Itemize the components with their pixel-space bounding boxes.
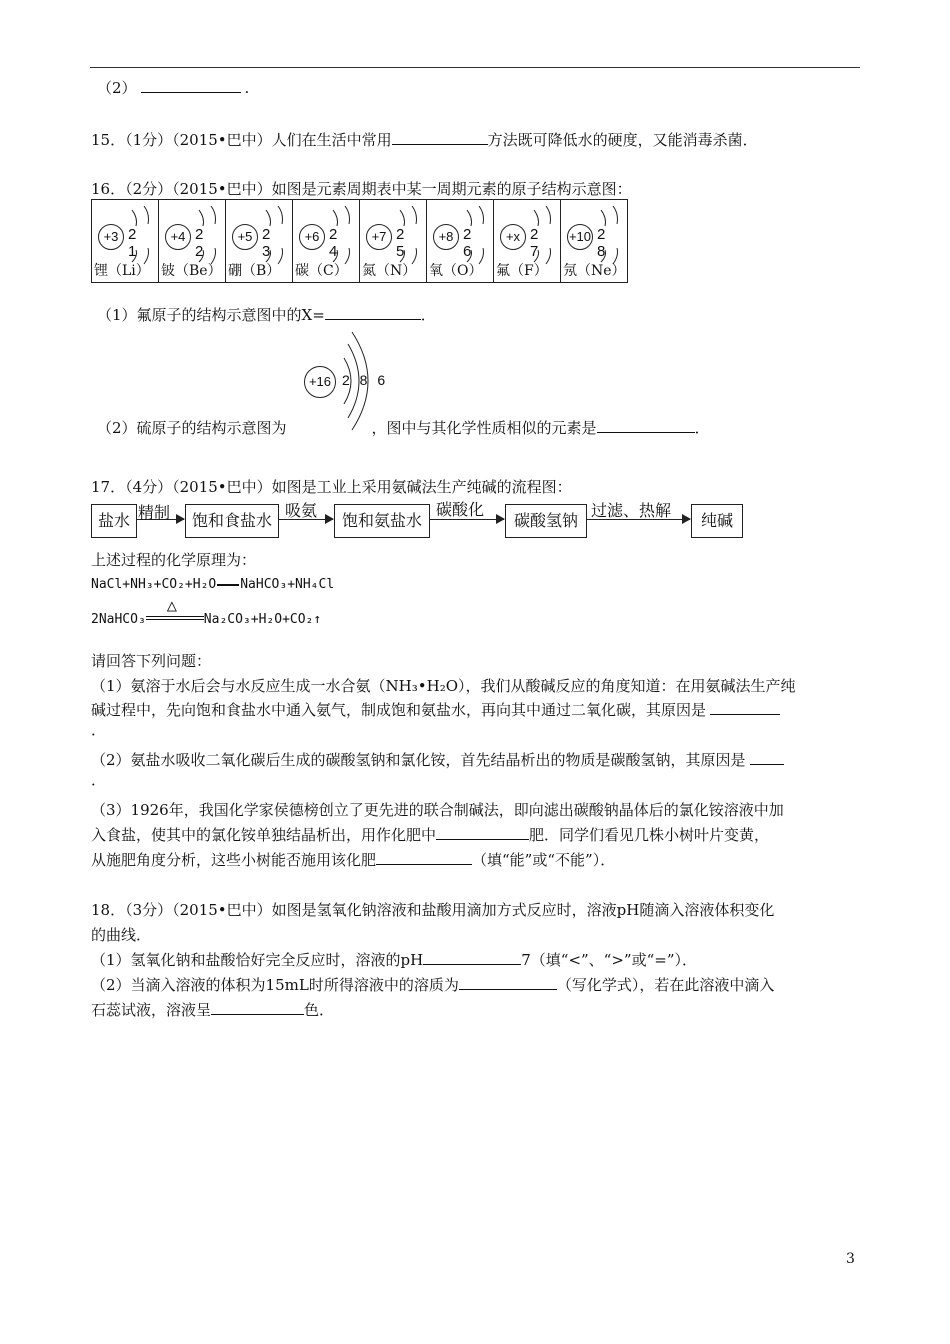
nucleus: +5 bbox=[232, 224, 258, 250]
nucleus: +10 bbox=[567, 224, 593, 250]
nucleus: +8 bbox=[433, 224, 459, 250]
shell-electrons: 2 1 bbox=[128, 226, 142, 260]
shell-electrons: 2 3 bbox=[262, 226, 276, 260]
equation-1: NaCl+NH₃+CO₂+H₂O NaHCO₃+NH₄Cl bbox=[91, 577, 335, 592]
question-16-part-1: （1）氟原子的结构示意图中的X= ． bbox=[97, 306, 436, 324]
sulfur-nucleus: +16 bbox=[304, 366, 336, 398]
question-17-part-1-line-2: 碱过程中，先向饱和食盐水中通入氨气，制成饱和氨盐水，再向其中通过二氧化碳，其原因是 bbox=[91, 699, 780, 720]
question-18-part-1: （1）氢氧化钠和盐酸恰好完全反应时，溶液的pH 7（填“<”、“>”或“=”）． bbox=[91, 951, 697, 969]
question-18-line-2: 的曲线． bbox=[91, 926, 152, 944]
shell-electrons: 2 7 bbox=[530, 226, 544, 260]
flow-box-ammoniated-brine: 饱和氨盐水 bbox=[334, 504, 430, 538]
flow-label-absorb-ammonia: 吸氨 bbox=[285, 501, 318, 520]
flow-box-brine: 盐水 bbox=[91, 504, 137, 538]
header-rule bbox=[90, 67, 860, 68]
element-name: 氖（Ne） bbox=[563, 263, 626, 279]
nucleus: +x bbox=[500, 224, 526, 250]
question-18-line-1: 18．（3分）（2015•巴中）如图是氢氧化钠溶液和盐酸用滴加方式反应时，溶液pH随滴入溶液体积变化 bbox=[91, 901, 775, 919]
shell-electrons: 2 5 bbox=[396, 226, 410, 260]
atom-cell bbox=[92, 200, 159, 283]
question-17-part-3-line-2: 入食盐，使其中的氯化铵单独结晶析出，用作化肥中 肥．同学们看见几株小树叶片变黄， bbox=[91, 826, 770, 844]
nucleus: +6 bbox=[299, 224, 325, 250]
question-17-part-3-line-1: （3）1926年，我国化学家侯德榜创立了更先进的联合制碱法，即向滤出碳酸钠晶体后的氯化铵溶液中加 bbox=[91, 801, 784, 819]
flow-box-sodium-bicarbonate: 碳酸氢钠 bbox=[505, 504, 587, 538]
nucleus: +4 bbox=[165, 224, 191, 250]
shell-electrons: 2 4 bbox=[329, 226, 343, 260]
sulfur-shell-numbers: 2 8 6 bbox=[342, 372, 389, 388]
question-17-part-2-dot: ． bbox=[91, 771, 107, 789]
question-18-part-2: （2）当滴入溶液的体积为15mL时所得溶液中的溶质为 （写化学式），若在此溶液中滴入 bbox=[91, 976, 775, 994]
element-name: 碳（C） bbox=[295, 263, 348, 279]
atom-cell bbox=[494, 200, 561, 283]
principle-heading: 上述过程的化学原理为： bbox=[91, 551, 257, 569]
question-17-part-1-line-1: （1）氨溶于水后会与水反应生成一水合氨（NH₃•H₂O），我们从酸碱反应的角度知道：在用氨碱法生产纯 bbox=[91, 677, 796, 695]
shell-electrons: 2 2 bbox=[195, 226, 209, 260]
flow-box-saturated-brine: 饱和食盐水 bbox=[185, 504, 279, 538]
flow-label-refine: 精制 bbox=[138, 503, 171, 522]
nucleus: +7 bbox=[366, 224, 392, 250]
element-name: 锂（Li） bbox=[94, 263, 150, 279]
atomic-structure-table bbox=[91, 199, 628, 283]
heat-condition-symbol: △ bbox=[166, 595, 178, 616]
element-name: 氟（F） bbox=[496, 263, 548, 279]
element-name: 铍（Be） bbox=[161, 263, 222, 279]
equation-2: 2NaHCO₃ △ Na₂CO₃+H₂O+CO₂↑ bbox=[91, 595, 322, 627]
atom-cell bbox=[427, 200, 494, 283]
question-17-part-2: （2）氨盐水吸收二氧化碳后生成的碳酸氢钠和氯化铵，首先结晶析出的物质是碳酸氢钠，其原因是 bbox=[91, 749, 784, 770]
page-number: 3 bbox=[846, 1251, 855, 1267]
shell-electrons: 2 6 bbox=[463, 226, 477, 260]
flow-label-filter-heat: 过滤、热解 bbox=[591, 501, 672, 520]
atom-cell bbox=[293, 200, 360, 283]
question-16-part-2: （2）硫原子的结构示意图为 ，图中与其化学性质相似的元素是 ． bbox=[97, 419, 710, 437]
flow-label-carbonation: 碳酸化 bbox=[436, 500, 485, 519]
atom-cell bbox=[360, 200, 427, 283]
question-17-part-1-dot: ． bbox=[91, 721, 107, 739]
question-17-part-3-line-3: 从施肥角度分析，这些小树能否施用该化肥 （填“能”或“不能”）． bbox=[91, 851, 616, 869]
questions-intro: 请回答下列问题： bbox=[91, 652, 212, 670]
question-18-part-3: 石蕊试液，溶液呈 色． bbox=[91, 1001, 335, 1019]
element-name: 硼（B） bbox=[228, 263, 281, 279]
element-name: 氮（N） bbox=[362, 263, 417, 279]
atom-cell bbox=[159, 200, 226, 283]
flow-box-soda-ash: 纯碱 bbox=[691, 504, 743, 538]
atom-cell bbox=[561, 200, 628, 283]
atom-cell bbox=[226, 200, 293, 283]
part-2-answer-line: （2） . bbox=[97, 79, 250, 97]
question-16-stem: 16．（2分）（2015•巴中）如图是元素周期表中某一周期元素的原子结构示意图： bbox=[91, 180, 632, 198]
shell-electrons: 2 8 bbox=[597, 226, 611, 260]
element-name: 氧（O） bbox=[429, 263, 483, 279]
question-17-stem: 17．（4分）（2015•巴中）如图是工业上采用氨碱法生产纯碱的流程图： bbox=[91, 478, 572, 496]
question-15: 15．（1分）（2015•巴中）人们在生活中常用 方法既可降低水的硬度，又能消毒杀菌． bbox=[91, 131, 758, 149]
nucleus: +3 bbox=[98, 224, 124, 250]
